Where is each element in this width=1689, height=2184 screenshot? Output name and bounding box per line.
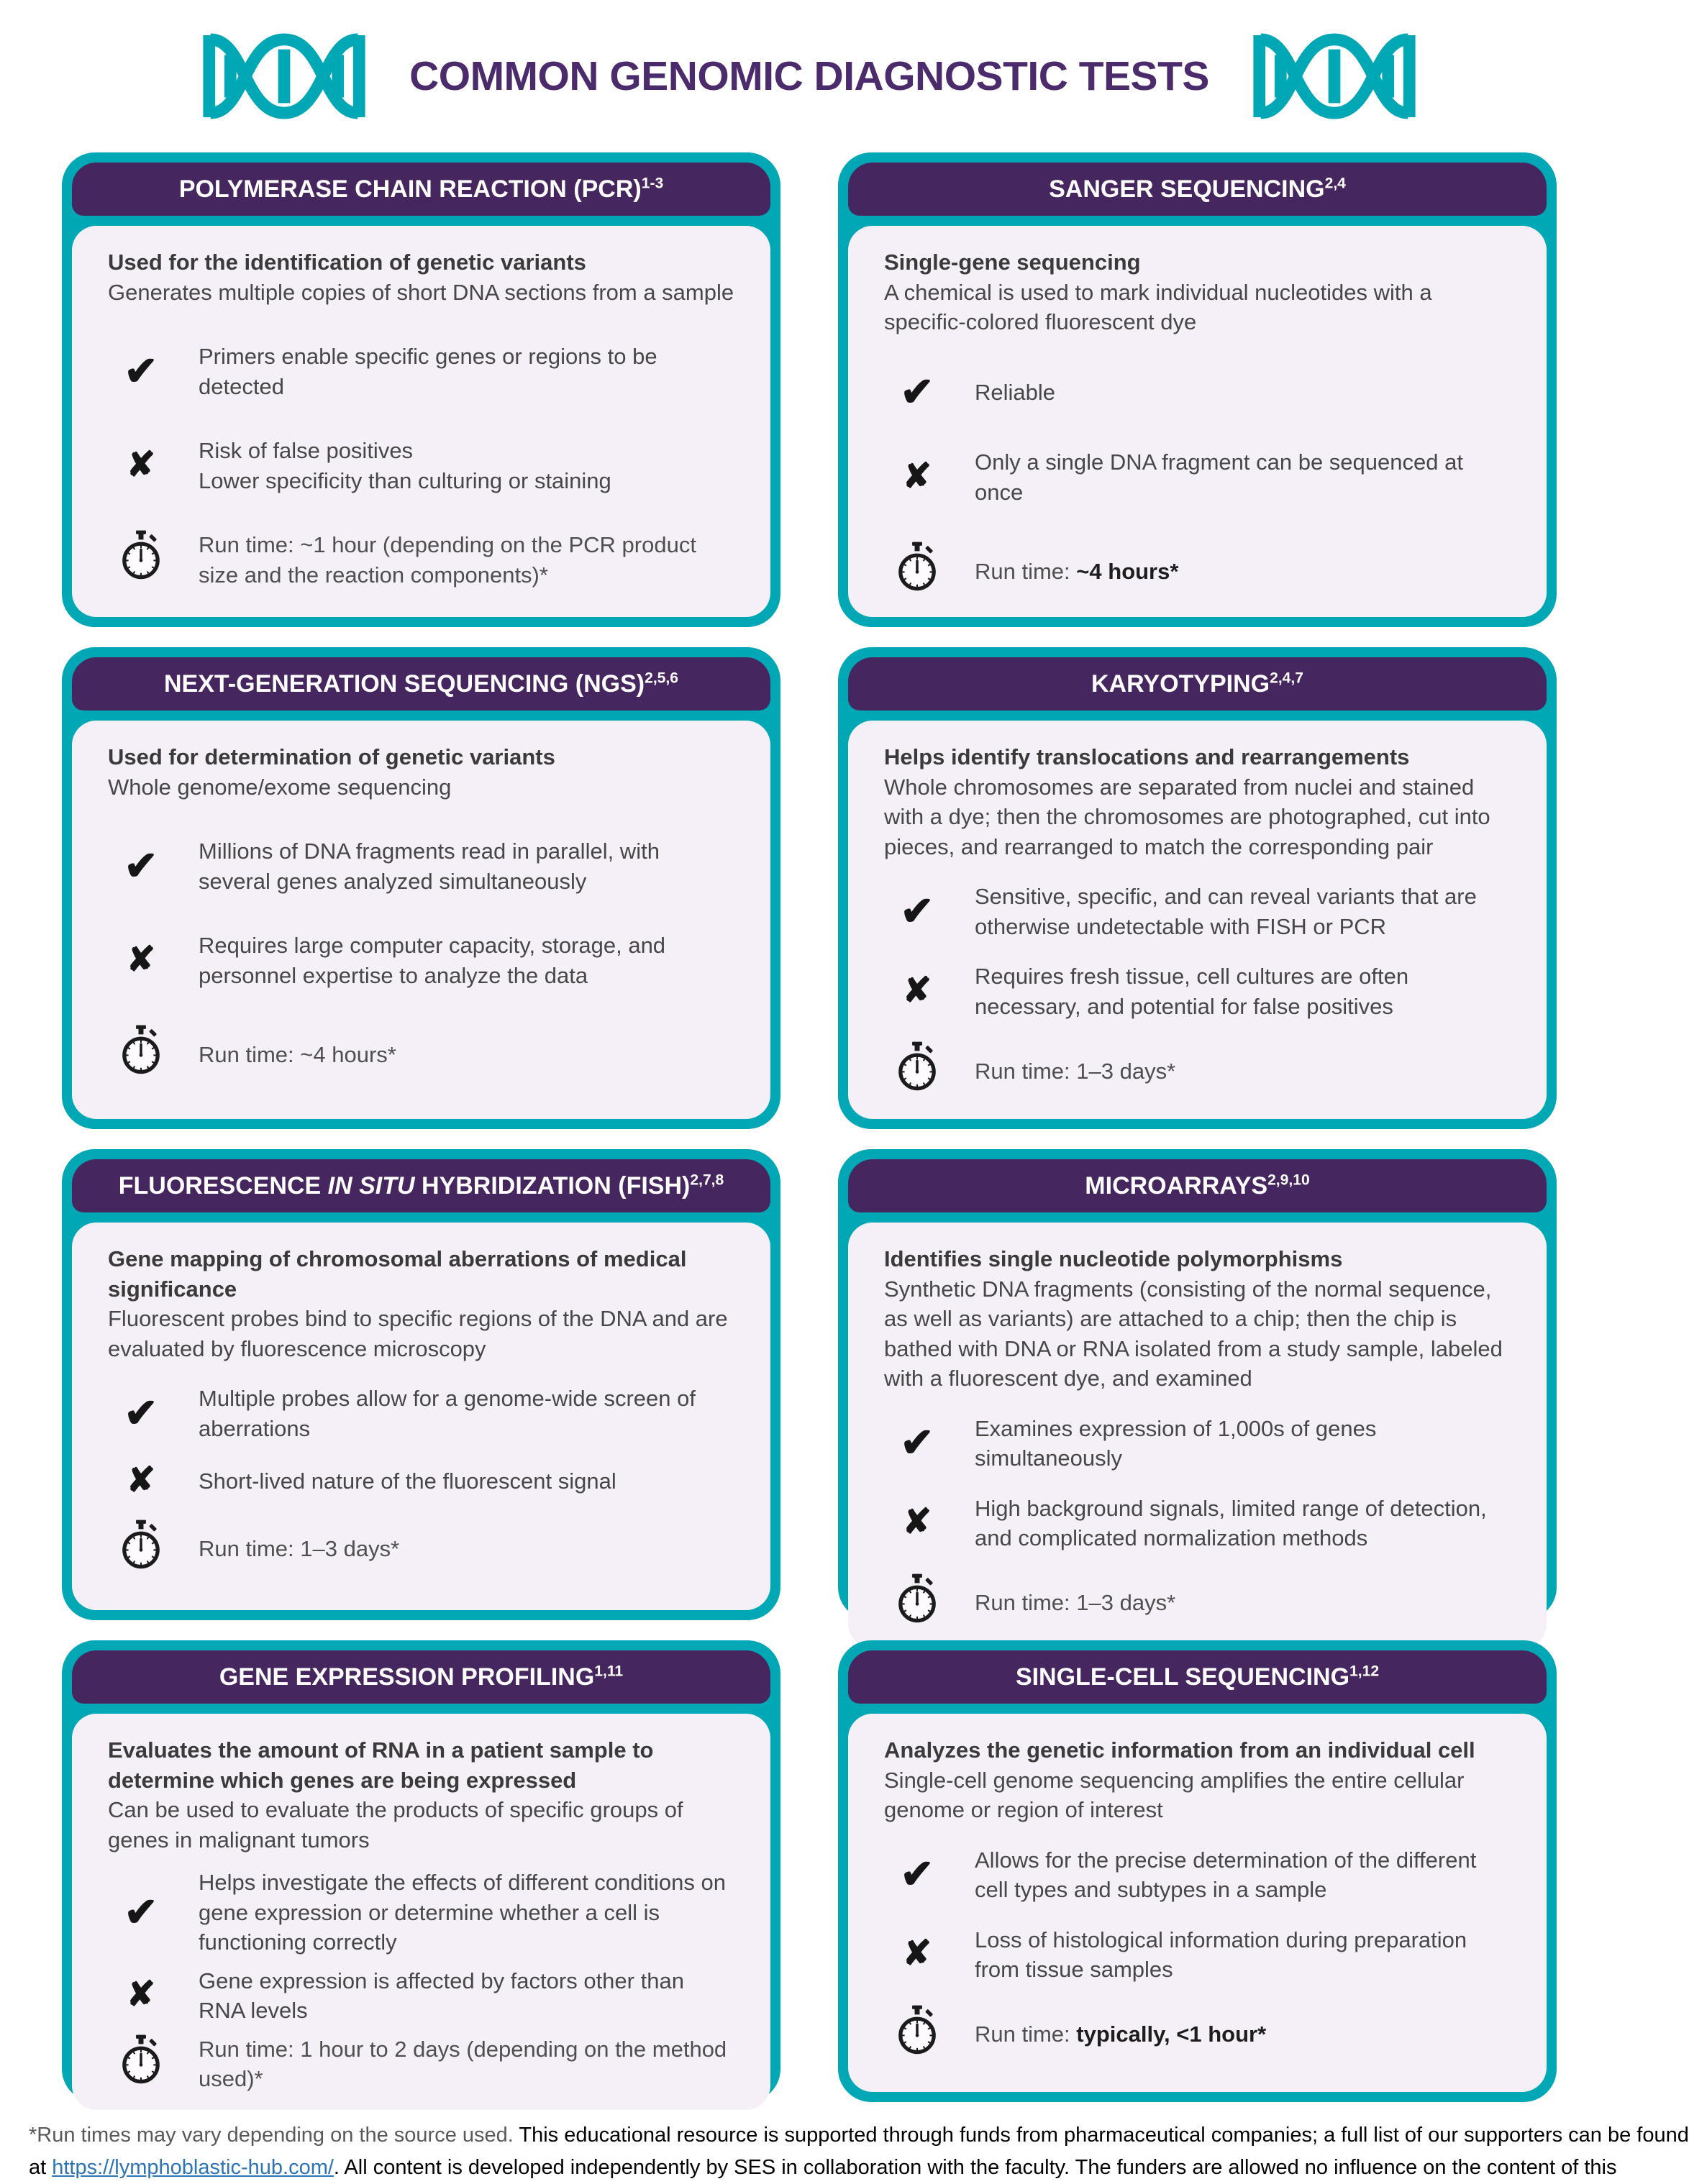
card-microarrays-title: MICROARRAYS$^{2,9,10}$ (1085, 1171, 1310, 1200)
footnote-asterisk-text: *Run times may vary depending on the source used. (29, 2124, 519, 2147)
card-pcr-title: POLYMERASE CHAIN REACTION (PCR)$^{1-3}$ (178, 175, 664, 203)
card-ngs-title-bar (72, 657, 770, 711)
con-item: ✘ High background signals, limited range of detection, and complicated normalization methods (902, 1495, 1487, 1551)
footnote-line-2: at https://lymphoblastic-hub.com/. All content is developed independently by SES in collaboration with the faculty. The funders are allowed no influence on the content of this (29, 2155, 1617, 2179)
card-gep-title: GENE EXPRESSION PROFILING$^{1,11}$ (219, 1663, 624, 1691)
pro-item: ✔ Reliable (900, 368, 1056, 414)
card-pcr (62, 152, 780, 627)
con-item: ✘ Loss of histological information during preparation from tissue samples (902, 1927, 1467, 1983)
dna-helix-icon (1249, 29, 1419, 123)
card-gep-title-bar (72, 1650, 770, 1704)
page-banner (0, 0, 1619, 152)
card-intro: Gene mapping of chromosomal aberrations of medical significance Fluorescent probes bind to specific regions of the DNA and are evaluated by fluorescence microscopy (108, 1246, 728, 1361)
pro-item: ✔ Multiple probes allow for a genome-wide screen of aberrations (124, 1386, 696, 1441)
card-microarrays-body (848, 1223, 1547, 1648)
card-intro: Evaluates the amount of RNA in a patient sample to determine which genes are being expressed Can be used to evaluate the products of specific groups of genes in malignant tumors (108, 1737, 683, 1852)
run-time-item: Run time: ~4 hours* (108, 1025, 734, 1084)
con-item: ✘ Short-lived nature of the fluorescent signal (126, 1461, 616, 1500)
x-icon: ✘ (902, 971, 932, 1010)
check-icon: ✔ (124, 1888, 158, 1934)
card-pcr-title-bar (72, 163, 770, 216)
card-intro: Used for the identification of genetic variants Generates multiple copies of short DNA sections from a sample (108, 250, 734, 305)
run-time-item: Run time: 1 hour to 2 days (depending on the method used)* (108, 2034, 734, 2094)
card-microarrays-title-bar (848, 1159, 1547, 1212)
stopwatch-icon (120, 2034, 162, 2086)
lymphoblastic-hub-link[interactable]: https://lymphoblastic-hub.com/ (52, 2155, 334, 2179)
footnote (29, 2119, 1689, 2184)
pro-item: ✔ Allows for the precise determination of the different cell types and subtypes in a sample (900, 1847, 1477, 1903)
card-fish-body (72, 1223, 770, 1610)
check-icon: ✔ (900, 368, 934, 414)
card-sanger-sequencing (838, 152, 1557, 627)
card-karyotyping (838, 647, 1557, 1129)
x-icon: ✘ (126, 1461, 156, 1500)
x-icon: ✘ (126, 445, 156, 484)
card-ngs-body (72, 721, 770, 1119)
check-icon: ✔ (900, 1851, 934, 1897)
card-intro: Identifies single nucleotide polymorphisms Synthetic DNA fragments (consisting of the normal sequence, as well as variants) are attached to a chip; then the chip is bathed with DNA or RNA isolated from a study sample, labeled with a fluorescent dye, and examined (884, 1246, 1503, 1392)
pro-item: ✔ Helps investigate the effects of different conditions on gene expression or determine whether a cell is functioning correctly (124, 1870, 726, 1955)
reference-superscript: 1,12 (1349, 1663, 1380, 1680)
card-ngs-title: NEXT-GENERATION SEQUENCING (NGS)$^{2,5,6}$ (164, 670, 678, 698)
pro-item: ✔ Examines expression of 1,000s of genes simultaneously (900, 1415, 1377, 1471)
stopwatch-icon (896, 1573, 938, 1625)
card-gep-body (72, 1714, 770, 2110)
card-fish (62, 1149, 780, 1620)
stopwatch-icon (896, 542, 938, 593)
x-icon: ✘ (902, 1503, 932, 1542)
card-single-cell-title: SINGLE-CELL SEQUENCING$^{1,12}$ (1015, 1663, 1380, 1691)
stopwatch-icon (896, 2005, 938, 2057)
card-karyotyping-title: KARYOTYPING$^{2,4,7}$ (1091, 670, 1303, 698)
card-single-cell-sequencing (838, 1640, 1557, 2102)
run-time-item: Run time: ~4 hours* (884, 542, 1511, 601)
card-intro: Helps identify translocations and rearrangements Whole chromosomes are separated from nuclei and stained with a dye; then the chromosomes are photographed, cut into pieces, and rearranged to match the corresponding pair (884, 744, 1490, 859)
con-item: ✘ Risk of false positives Lower specificity than culturing or staining (126, 438, 611, 493)
check-icon: ✔ (124, 1389, 158, 1435)
card-ngs (62, 647, 780, 1129)
run-time-item: Run time: typically, <1 hour* (884, 2005, 1511, 2065)
reference-superscript: 1-3 (641, 175, 664, 192)
card-gene-expression-profiling (62, 1640, 780, 2102)
reference-superscript: 2,4 (1324, 175, 1346, 192)
con-item: ✘ Gene expression is affected by factors other than RNA levels (126, 1968, 684, 2024)
page-title: COMMON GENOMIC DIAGNOSTIC TESTS (409, 53, 1209, 99)
card-intro: Analyzes the genetic information from an individual cell Single-cell genome sequencing amplifies the entire cellular genome or region of interest (884, 1737, 1475, 1823)
reference-superscript: 1,11 (594, 1663, 624, 1680)
card-karyotyping-body (848, 721, 1547, 1119)
pro-item: ✔ Millions of DNA fragments read in parallel, with several genes analyzed simultaneously (124, 839, 660, 894)
card-intro: Used for determination of genetic variants Whole genome/exome sequencing (108, 744, 555, 800)
footnote-line-1: *Run times may vary depending on the source used. This educational resource is supported through funds from pharmaceutical companies; a full list of our supporters can be found (29, 2124, 1689, 2147)
con-item: ✘ Requires large computer capacity, storage, and personnel expertise to analyze the data (126, 933, 666, 988)
card-intro: Single-gene sequencing A chemical is used to mark individual nucleotides with a specific-colored fluorescent dye (884, 250, 1432, 335)
stopwatch-icon (120, 530, 162, 582)
card-sanger-title: SANGER SEQUENCING$^{2,4}$ (1049, 175, 1346, 203)
run-time-item: Run time: ~1 hour (depending on the PCR product size and the reaction components)* (108, 530, 734, 590)
check-icon: ✔ (900, 1420, 934, 1466)
check-icon: ✔ (124, 347, 158, 393)
reference-superscript: 2,5,6 (645, 670, 678, 687)
stopwatch-icon (120, 1025, 162, 1077)
x-icon: ✘ (902, 1934, 932, 1973)
x-icon: ✘ (126, 940, 156, 979)
card-single-cell-title-bar (848, 1650, 1547, 1704)
run-time-item: Run time: 1–3 days* (884, 1573, 1511, 1633)
con-item: ✘ Only a single DNA fragment can be sequenced at once (902, 449, 1463, 505)
check-icon: ✔ (124, 842, 158, 888)
pro-item: ✔ Primers enable specific genes or regions to be detected (124, 344, 657, 399)
card-sanger-title-bar (848, 163, 1547, 216)
dna-helix-icon (199, 29, 369, 123)
stopwatch-icon (896, 1041, 938, 1093)
pro-item: ✔ Sensitive, specific, and can reveal variants that are otherwise undetectable with FISH or PCR (900, 884, 1477, 939)
card-microarrays (838, 1149, 1557, 1620)
run-time-item: Run time: 1–3 days* (884, 1041, 1511, 1101)
reference-superscript: 2,4,7 (1270, 670, 1303, 687)
cards-grid (62, 152, 1557, 2102)
card-karyotyping-title-bar (848, 657, 1547, 711)
card-pcr-body (72, 226, 770, 617)
check-icon: ✔ (900, 887, 934, 933)
con-item: ✘ Requires fresh tissue, cell cultures are often necessary, and potential for false positives (902, 964, 1409, 1019)
run-time-item: Run time: 1–3 days* (108, 1520, 734, 1579)
card-single-cell-body (848, 1714, 1547, 2092)
card-sanger-body (848, 226, 1547, 617)
card-fish-title: FLUORESCENCE IN SITU HYBRIDIZATION (FISH)$^{2,7,8}$ (118, 1171, 724, 1200)
x-icon: ✘ (126, 1975, 156, 2014)
card-fish-title-bar (72, 1159, 770, 1212)
stopwatch-icon (120, 1520, 162, 1571)
x-icon: ✘ (902, 457, 932, 495)
reference-superscript: 2,9,10 (1267, 1171, 1310, 1189)
reference-superscript: 2,7,8 (690, 1171, 724, 1189)
